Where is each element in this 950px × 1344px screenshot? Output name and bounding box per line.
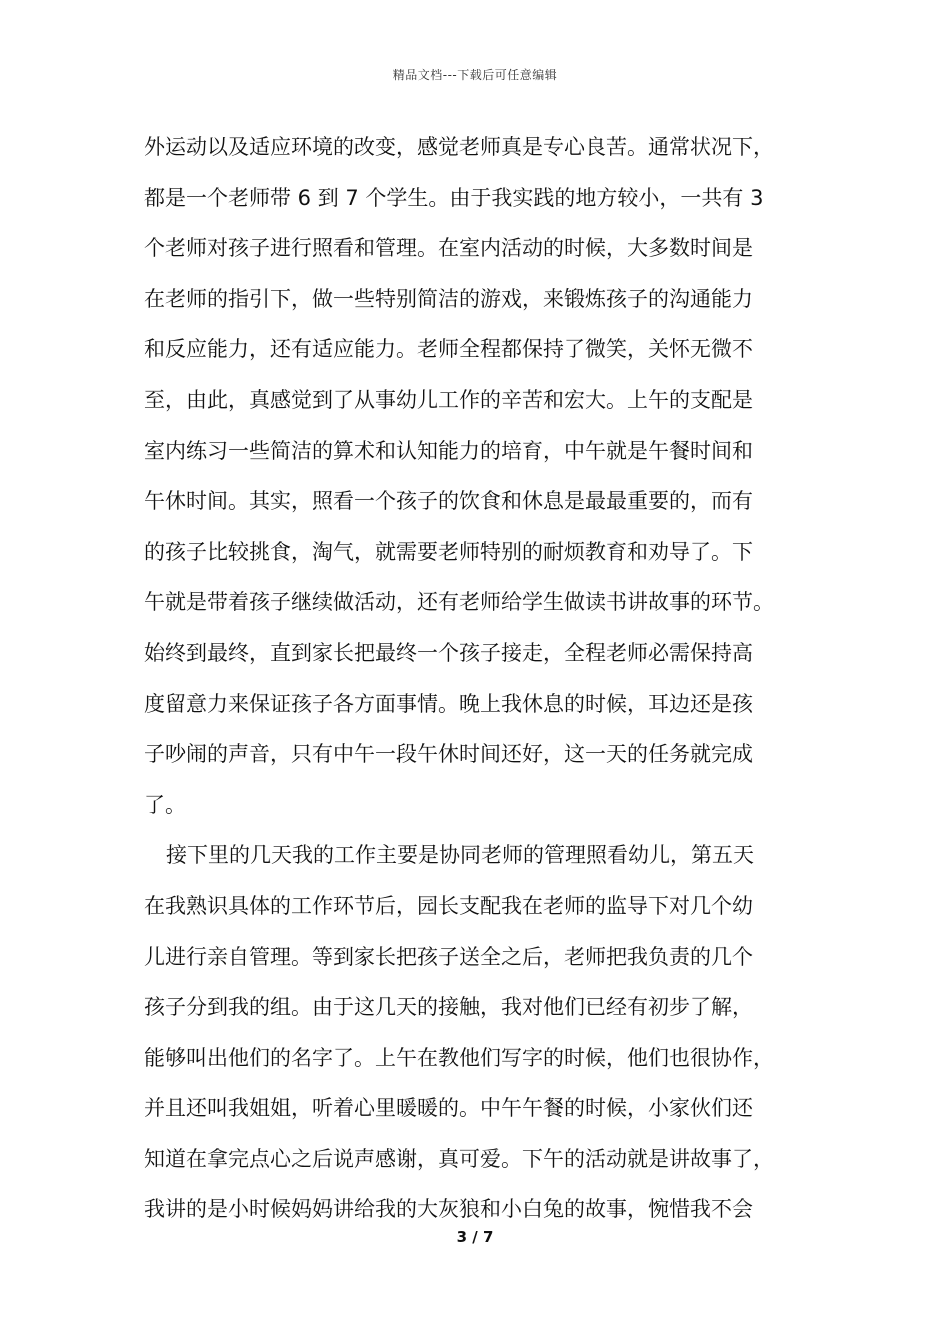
text-line: 儿进行亲自管理。等到家长把孩子送全之后，老师把我负责的几个	[144, 944, 753, 969]
text-line: 至，由此，真感觉到了从事幼儿工作的辛苦和宏大。上午的支配是	[144, 387, 753, 412]
text-line: 的孩子比较挑食，淘气，就需要老师特别的耐烦教育和劝导了。下	[144, 539, 753, 564]
text-line: 孩子分到我的组。由于这几天的接触，我对他们已经有初步了解，	[144, 995, 753, 1020]
text-line: 在我熟识具体的工作环节后，园长支配我在老师的监导下对几个幼	[144, 893, 753, 918]
text-line: 始终到最终，直到家长把最终一个孩子接走，全程老师必需保持高	[144, 640, 753, 665]
text-line: 了。	[144, 792, 186, 817]
paragraph-start-line: 接下里的几天我的工作主要是协同老师的管理照看幼儿，第五天	[166, 843, 754, 868]
page-number: 3 / 7	[456, 1228, 494, 1246]
text-line: 午休时间。其实，照看一个孩子的饮食和休息是最最重要的，而有	[144, 489, 753, 514]
text-line: 室内练习一些简洁的算术和认知能力的培育，中午就是午餐时间和	[144, 438, 753, 463]
text-line: 并且还叫我姐姐，听着心里暖暖的。中午午餐的时候，小家伙们还	[144, 1096, 753, 1121]
text-line: 外运动以及适应环境的改变，感觉老师真是专心良苦。通常状况下，	[144, 135, 774, 159]
text-line: 我讲的是小时候妈妈讲给我的大灰狼和小白兔的故事，惋惜我不会	[144, 1197, 753, 1222]
text-line: 在老师的指引下，做一些特别简洁的游戏，来锻炼孩子的沟通能力	[144, 286, 753, 311]
text-line: 能够叫出他们的名字了。上午在教他们写字的时候，他们也很协作，	[144, 1045, 774, 1070]
text-line: 子吵闹的声音，只有中午一段午休时间还好，这一天的任务就完成	[144, 742, 753, 767]
text-line: 个老师对孩子进行照看和管理。在室内活动的时候，大多数时间是	[144, 236, 753, 261]
text-line: 度留意力来保证孩子各方面事情。晚上我休息的时候，耳边还是孩	[144, 691, 753, 716]
text-line: 知道在拿完点心之后说声感谢，真可爱。下午的活动就是讲故事了，	[144, 1146, 774, 1171]
body-text	[144, 128, 814, 1241]
page-header: 精品文档---下载后可任意编辑	[392, 68, 558, 82]
text-line: 午就是带着孩子继续做活动，还有老师给学生做读书讲故事的环节。	[144, 590, 774, 615]
text-line: 都是一个老师带 6 到 7 个学生。由于我实践的地方较小，一共有 3	[144, 185, 764, 210]
text-line: 和反应能力，还有适应能力。老师全程都保持了微笑，关怀无微不	[144, 337, 753, 362]
